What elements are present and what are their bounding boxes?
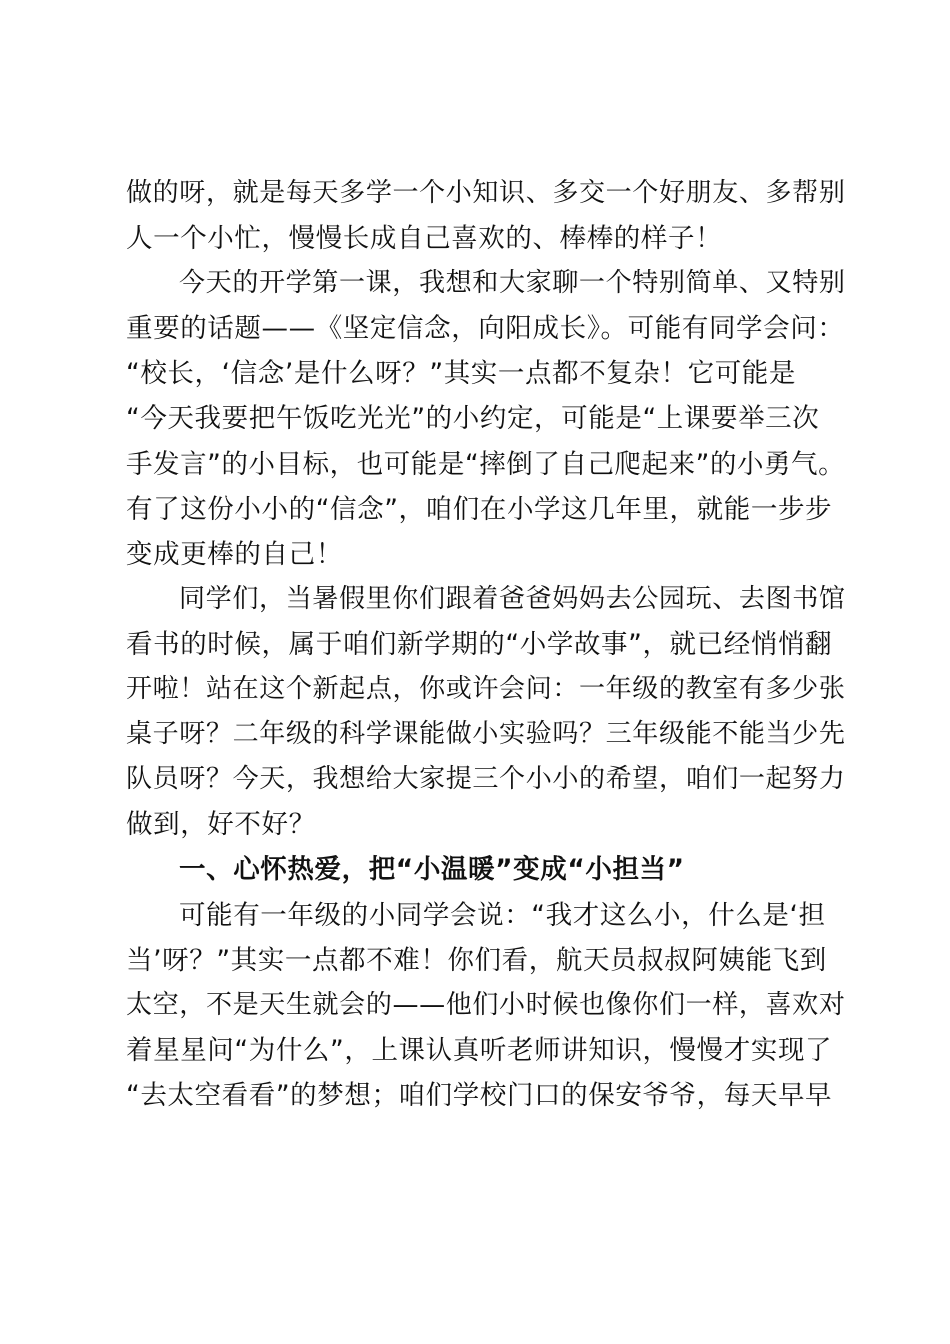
text-line: “今天我要把午饭吃光光”的小约定，可能是“上课要举三次 <box>126 403 820 435</box>
text-line: 做到，好不好？ <box>126 809 316 841</box>
text-line: 着星星问“为什么”，上课认真听老师讲知识，慢慢才实现了 <box>126 1034 833 1066</box>
section-heading: 一、心怀热爱，把“小温暖”变成“小担当” <box>179 854 685 886</box>
text-line: 太空，不是天生就会的——他们小时候也像你们一样，喜欢对 <box>126 989 846 1020</box>
text-line: 变成更棒的自己！ <box>126 538 343 570</box>
text-line: 可能有一年级的小同学会说：“我才这么小，什么是‘担 <box>179 899 826 931</box>
document-body <box>126 171 846 1118</box>
text-line: 当’呀？”其实一点都不难！你们看，航天员叔叔阿姨能飞到 <box>126 944 827 976</box>
text-line: 今天的开学第一课，我想和大家聊一个特别简单、又特别 <box>179 268 846 299</box>
text-line: 桌子呀？二年级的科学课能做小实验吗？三年级能不能当少先 <box>126 719 846 750</box>
text-line: 同学们，当暑假里你们跟着爸爸妈妈去公园玩、去图书馆 <box>179 583 846 614</box>
text-line: 队员呀？今天，我想给大家提三个小小的希望，咱们一起努力 <box>126 764 846 795</box>
text-line: 开啦！站在这个新起点，你或许会问：一年级的教室有多少张 <box>126 674 846 705</box>
text-line: “校长，‘信念’是什么呀？”其实一点都不复杂！它可能是 <box>126 358 797 390</box>
text-line: 看书的时候，属于咱们新学期的“小学故事”，就已经悄悄翻 <box>126 628 833 660</box>
text-line: 做的呀，就是每天多学一个小知识、多交一个好朋友、多帮别 <box>126 178 846 208</box>
text-line: 重要的话题——《坚定信念，向阳成长》。可能有同学会问： <box>126 313 845 345</box>
text-line: 手发言”的小目标，也可能是“摔倒了自己爬起来”的小勇气。 <box>126 448 846 480</box>
text-line: 有了这份小小的“信念”，咱们在小学这几年里，就能一步步 <box>126 493 833 525</box>
text-line: 人一个小忙，慢慢长成自己喜欢的、棒棒的样子！ <box>126 223 723 255</box>
text-line: “去太空看看”的梦想；咱们学校门口的保安爷爷，每天早早 <box>126 1079 833 1111</box>
